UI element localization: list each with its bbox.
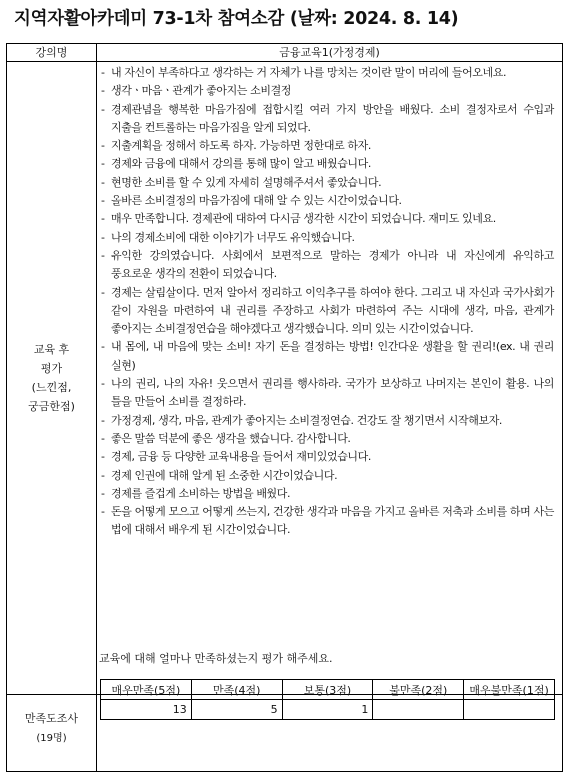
comment-item: - 좋은 말씀 덕분에 좋은 생각을 했습니다. 감사합니다. — [101, 430, 554, 448]
header-lecture-name-label: 강의명 — [35, 46, 68, 59]
satisfaction-header: 만족(4점) — [191, 680, 282, 700]
comment-item: - 생각ㆍ마음ㆍ관계가 좋아지는 소비결정 — [101, 82, 554, 100]
satisfaction-value — [373, 700, 464, 720]
satisfaction-label — [7, 709, 96, 749]
comment-item: - 나의 경제소비에 대한 이야기가 너무도 유익했습니다. — [101, 229, 554, 247]
comment-item: - 경제관념을 행복한 마음가짐에 접합시킬 여러 가지 방안을 배웠다. 소비 결정자로서 수입과 지출을 컨트롤하는 마음가짐을 알게 되었다. — [101, 101, 554, 138]
satisfaction-table — [100, 679, 555, 720]
comment-item: - 경제는 살림살이다. 먼저 알아서 정리하고 이익추구를 하여야 한다. 그리고 내 자신과 국가사회가 같이 자원을 마련하여 내 권리를 주장하고 사회가 마련하여 주는 시대에 생각, 마음, 관계가 좋아지는 소비결정연습을 해야겠다고 생각했습니다. 의미 있는 시간이었습니다. — [101, 284, 554, 339]
comment-item: - 나의 권리, 나의 자유! 웃으면서 권리를 행사하라. 국가가 보상하고 나머지는 본인이 활용. 나의 틀을 만들어 소비를 결정하라. — [101, 375, 554, 412]
survey-question: 교육에 대해 얼마나 만족하셨는지 평가 해주세요. — [99, 652, 333, 665]
page-title: 지역자활아카데미 73-1차 참여소감 (날짜: 2024. 8. 14) — [14, 9, 459, 29]
comment-item: - 매우 만족합니다. 경제관에 대하여 다시금 생각한 시간이 되었습니다. 재미도 있네요. — [101, 210, 554, 228]
respondent-count: (19명) — [36, 733, 67, 744]
satisfaction-value: 13 — [101, 700, 192, 720]
satisfaction-value — [464, 700, 555, 720]
satisfaction-header: 불만족(2점) — [373, 680, 464, 700]
satisfaction-value: 5 — [191, 700, 282, 720]
satisfaction-header: 보통(3점) — [282, 680, 373, 700]
comment-item: - 현명한 소비를 할 수 있게 자세히 설명해주셔서 좋았습니다. — [101, 174, 554, 192]
comment-item: - 내 몸에, 내 마음에 맞는 소비! 자기 돈을 결정하는 방법! 인간다운 생활을 할 권리!(ex. 내 권리 실현) — [101, 338, 554, 375]
satisfaction-header: 매우만족(5점) — [101, 680, 192, 700]
satisfaction-header: 매우불만족(1점) — [464, 680, 555, 700]
comment-item: - 올바른 소비결정의 마음가짐에 대해 알 수 있는 시간이었습니다. — [101, 192, 554, 210]
comment-item: - 경제, 금융 등 다양한 교육내용을 들어서 재미있었습니다. — [101, 448, 554, 466]
satisfaction-label-title: 만족도조사 — [24, 712, 79, 725]
evaluation-label-line: (느낀점, — [31, 381, 72, 394]
comment-item: - 돈을 어떻게 모으고 어떻게 쓰는지, 건강한 생각과 마음을 가지고 올바른 저축과 소비를 하며 사는 법에 대해서 배우게 된 시간이었습니다. — [101, 503, 554, 540]
header-lecture-title: 금융교육1(가정경제) — [279, 46, 380, 59]
evaluation-label-line: 궁금한점) — [28, 400, 75, 413]
satisfaction-header-row — [101, 680, 555, 700]
comment-item: - 경제와 금융에 대해서 강의를 통해 많이 알고 배웠습니다. — [101, 155, 554, 173]
comment-item: - 경제 인권에 대해 알게 된 소중한 시간이었습니다. — [101, 467, 554, 485]
comment-item: - 가정경제, 생각, 마음, 관계가 좋아지는 소비결정연습. 건강도 잘 챙기면서 시작해보자. — [101, 412, 554, 430]
evaluation-label-line: 평가 — [40, 362, 63, 375]
comment-item: - 경제를 즐겁게 소비하는 방법을 배웠다. — [101, 485, 554, 503]
evaluation-label — [7, 340, 96, 416]
satisfaction-value: 1 — [282, 700, 373, 720]
comment-item: - 지출계획을 정해서 하도록 하자. 가능하면 정한대로 하자. — [101, 137, 554, 155]
comment-item: - 내 자신이 부족하다고 생각하는 거 자체가 나를 망치는 것이란 말이 머리에 들어오네요. — [101, 64, 554, 82]
evaluation-label-line: 교육 후 — [33, 343, 70, 356]
satisfaction-value-row — [101, 700, 555, 720]
comment-item: - 유익한 강의였습니다. 사회에서 보편적으로 말하는 경제가 아니라 내 자신에게 유익하고 풍요로운 생각의 전환이 되었습니다. — [101, 247, 554, 284]
comment-list — [96, 62, 562, 540]
